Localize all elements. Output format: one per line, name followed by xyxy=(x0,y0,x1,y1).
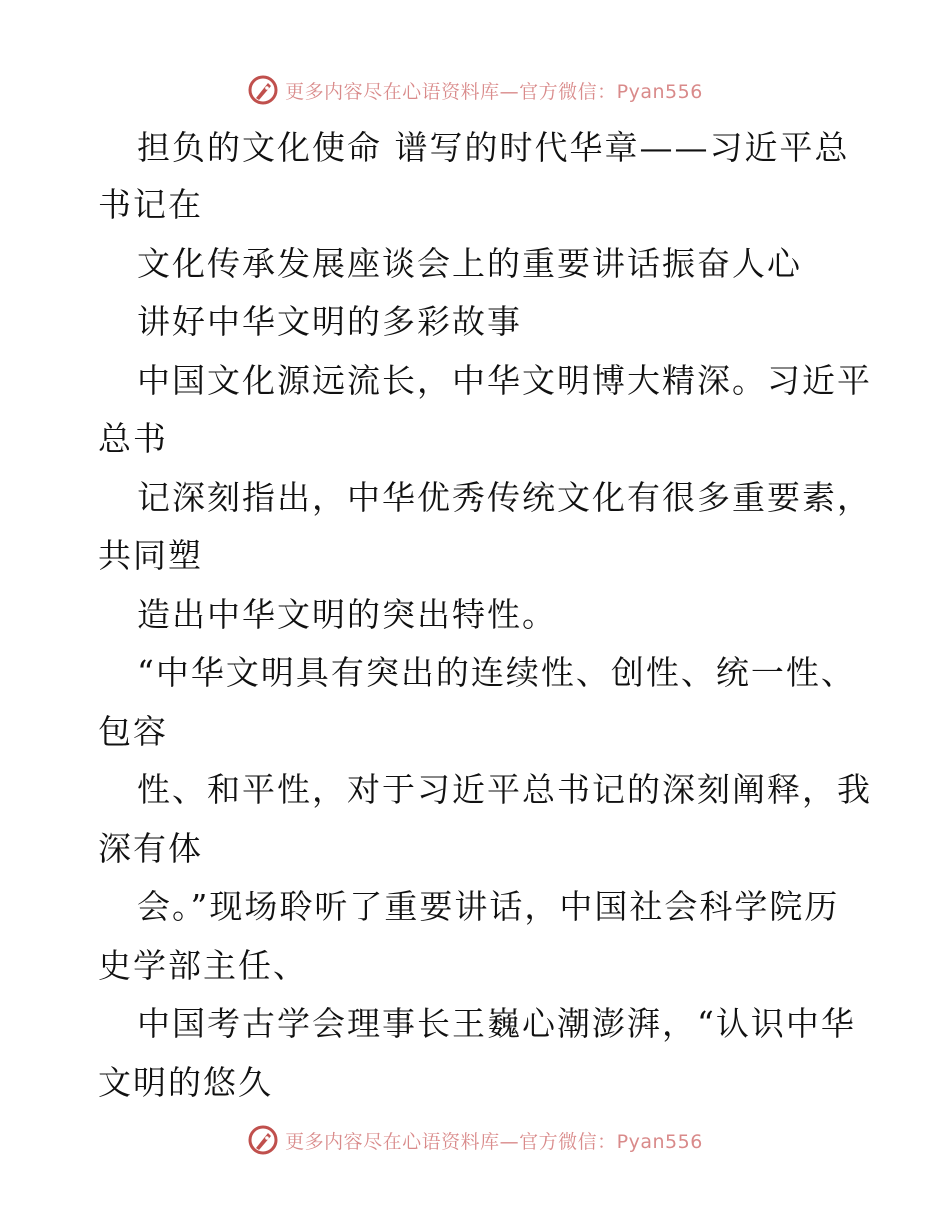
text-line: 书记在 xyxy=(98,185,203,224)
text-line: 包容 xyxy=(98,712,168,751)
text-line: 中国文化源远流长，中华文明博大精深。习近平 xyxy=(137,361,872,400)
text-line: 共同塑 xyxy=(98,536,203,575)
footer-watermark xyxy=(0,1122,950,1158)
text-line: 会。”现场聆听了重要讲话，中国社会科学院历 xyxy=(137,887,840,926)
pen-nib-circle-icon xyxy=(247,1124,279,1156)
text-line: 造出中华文明的突出特性。 xyxy=(137,595,557,634)
pen-nib-circle-icon xyxy=(247,74,279,106)
text-line: 担负的文化使命 谱写的时代华章——习近平总 xyxy=(137,128,850,167)
text-line: 记深刻指出，中华优秀传统文化有很多重要素， xyxy=(137,478,872,517)
header-watermark xyxy=(0,72,950,108)
text-line: 性、和平性，对于习近平总书记的深刻阐释，我 xyxy=(137,770,872,809)
text-line: 文明的悠久 xyxy=(98,1063,273,1102)
text-line: 讲好中华文明的多彩故事 xyxy=(137,302,522,341)
text-line: 文化传承发展座谈会上的重要讲话振奋人心 xyxy=(137,244,802,283)
text-line: “中华文明具有突出的连续性、创性、统一性、 xyxy=(137,653,856,692)
watermark-text: 更多内容尽在心语资料库—官方微信：Pyan556 xyxy=(285,1130,703,1153)
text-line: 深有体 xyxy=(98,829,203,868)
text-line: 史学部主任、 xyxy=(98,946,308,985)
text-line: 总书 xyxy=(98,419,168,458)
text-line: 中国考古学会理事长王巍心潮澎湃，“认识中华 xyxy=(137,1004,856,1043)
watermark-text: 更多内容尽在心语资料库—官方微信：Pyan556 xyxy=(285,80,703,103)
